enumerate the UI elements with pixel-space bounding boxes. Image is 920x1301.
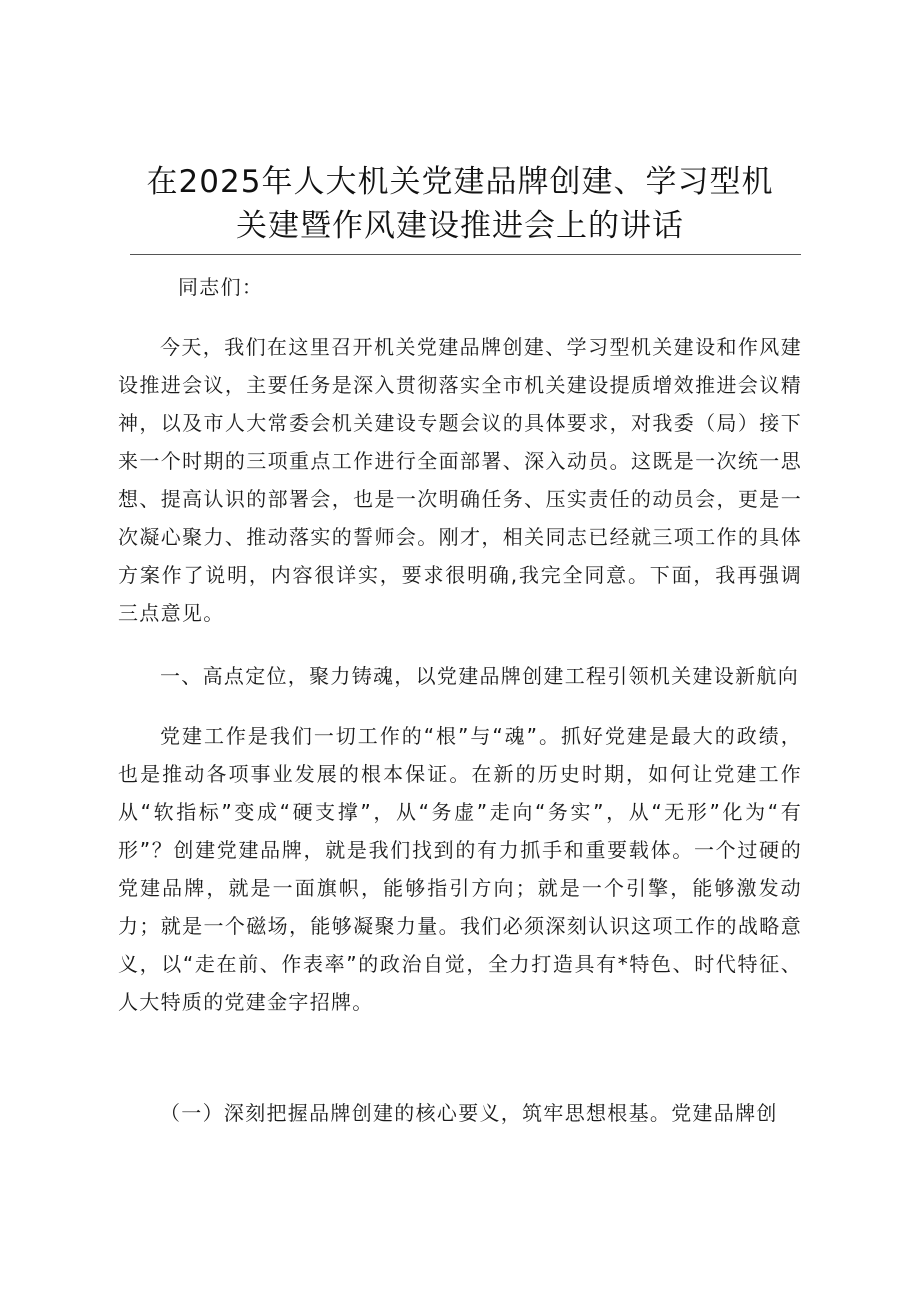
paragraph-subsection-1: （一）深刻把握品牌创建的核心要义，筑牢思想根基。党建品牌创 [160, 1101, 778, 1125]
paragraph-section-1: 党建工作是我们一切工作的“根”与“魂”。抓好党建是最大的政绩，也是推动各项事业发展的根本保证。在新的历史时期，如何让党建工作从“软指标”变成“硬支撑”，从“务虚”走向“务实”，从“无形”化为“有形”？创建党建品牌，就是我们找到的有力抓手和重要载体。一个过硬的党建品牌，就是一面旗帜，能够指引方向；就是一个引擎，能够激发动力；就是一个磁场，能够凝聚力量。我们必须深刻认识这项工作的战略意义，以“走在前、作表率”的政治自觉，全力打造具有*特色、时代特征、人大特质的党建金字招牌。 [118, 724, 802, 1014]
paragraph-intro: 今天，我们在这里召开机关党建品牌创建、学习型机关建设和作风建设推进会议，主要任务是深入贯彻落实全市机关建设提质增效推进会议精神，以及市人大常委会机关建设专题会议的具体要求，对我委（局）接下来一个时期的三项重点工作进行全面部署、深入动员。这既是一次统一思想、提高认识的部署会，也是一次明确任务、压实责任的动员会，更是一次凝心聚力、推动落实的誓师会。刚才，相关同志已经就三项工作的具体方案作了说明，内容很详实，要求很明确,我完全同意。下面，我再强调三点意见。 [118, 335, 802, 625]
section-heading-1: 一、高点定位，聚力铸魂，以党建品牌创建工程引领机关建设新航向 [160, 664, 799, 688]
title-divider [130, 254, 801, 255]
salutation: 同志们： [178, 275, 264, 299]
document-title [120, 160, 800, 248]
title-line-2: 关建暨作风建设推进会上的讲话 [236, 208, 684, 244]
title-line-1: 在2025年人大机关党建品牌创建、学习型机 [146, 164, 774, 200]
